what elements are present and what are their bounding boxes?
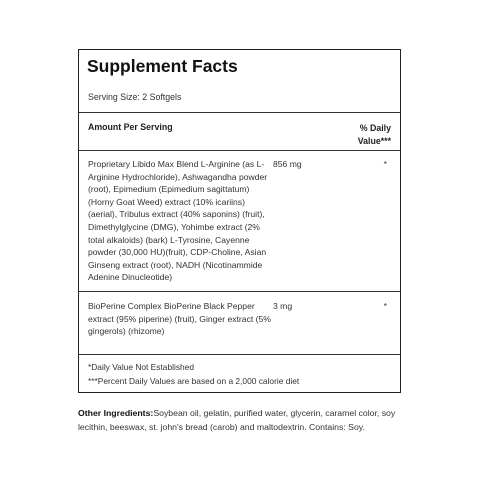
ingredient-name: Proprietary Libido Max Blend L-Arginine (as L-Arginine Hydrochloride), Ashwagandha powder (root), Epimedium (Epimedium sagittatum) (Horny Goat Weed) extract (10% icariins) (aerial), Tribulus extract (40% saponins) (fruit), Dimethylglycine (DMG), Yohimbe extract (2% total alkaloids) (bark) L-Tyrosine, Cayenne powder (30,000 HU)(fruit), CDP-Choline, Asian Ginseng extract (root), NADH (Nicotinammide Adenine Dinucleotide) [88, 159, 268, 283]
header-dv-line1: % Daily [359, 123, 391, 133]
supplement-facts-panel [78, 49, 401, 393]
divider [79, 291, 400, 292]
footnote-daily-value: *Daily Value Not Established [88, 362, 194, 372]
header-daily-value [331, 122, 391, 147]
header-amount-per-serving: Amount Per Serving [88, 122, 173, 132]
other-ingredients-text: Soybean oil, gelatin, purified water, glycerin, caramel color, soy lecithin, beeswax, st. john's bread (carob) and maltodextrin. Contains: Soy. [78, 408, 396, 432]
ingredient-daily-value: * [383, 159, 387, 169]
serving-size: Serving Size: 2 Softgels [88, 92, 182, 102]
divider [79, 112, 400, 113]
ingredient-name: BioPerine Complex BioPerine Black Pepper extract (95% piperine) (fruit), Ginger extract (5% gingerols) (rhizome) [88, 301, 271, 337]
ingredient-amount: 856 mg [273, 159, 302, 169]
header-dv-line2: Value*** [357, 135, 391, 146]
other-ingredients [78, 406, 408, 434]
ingredient-amount: 3 mg [273, 301, 293, 311]
divider [79, 354, 400, 355]
ingredient-daily-value: * [383, 301, 387, 311]
divider [79, 150, 400, 151]
footnote-percent-daily-value: ***Percent Daily Values are based on a 2,000 calorie diet [88, 376, 300, 386]
other-ingredients-label: Other Ingredients: [78, 408, 154, 418]
panel-title: Supplement Facts [87, 56, 238, 76]
